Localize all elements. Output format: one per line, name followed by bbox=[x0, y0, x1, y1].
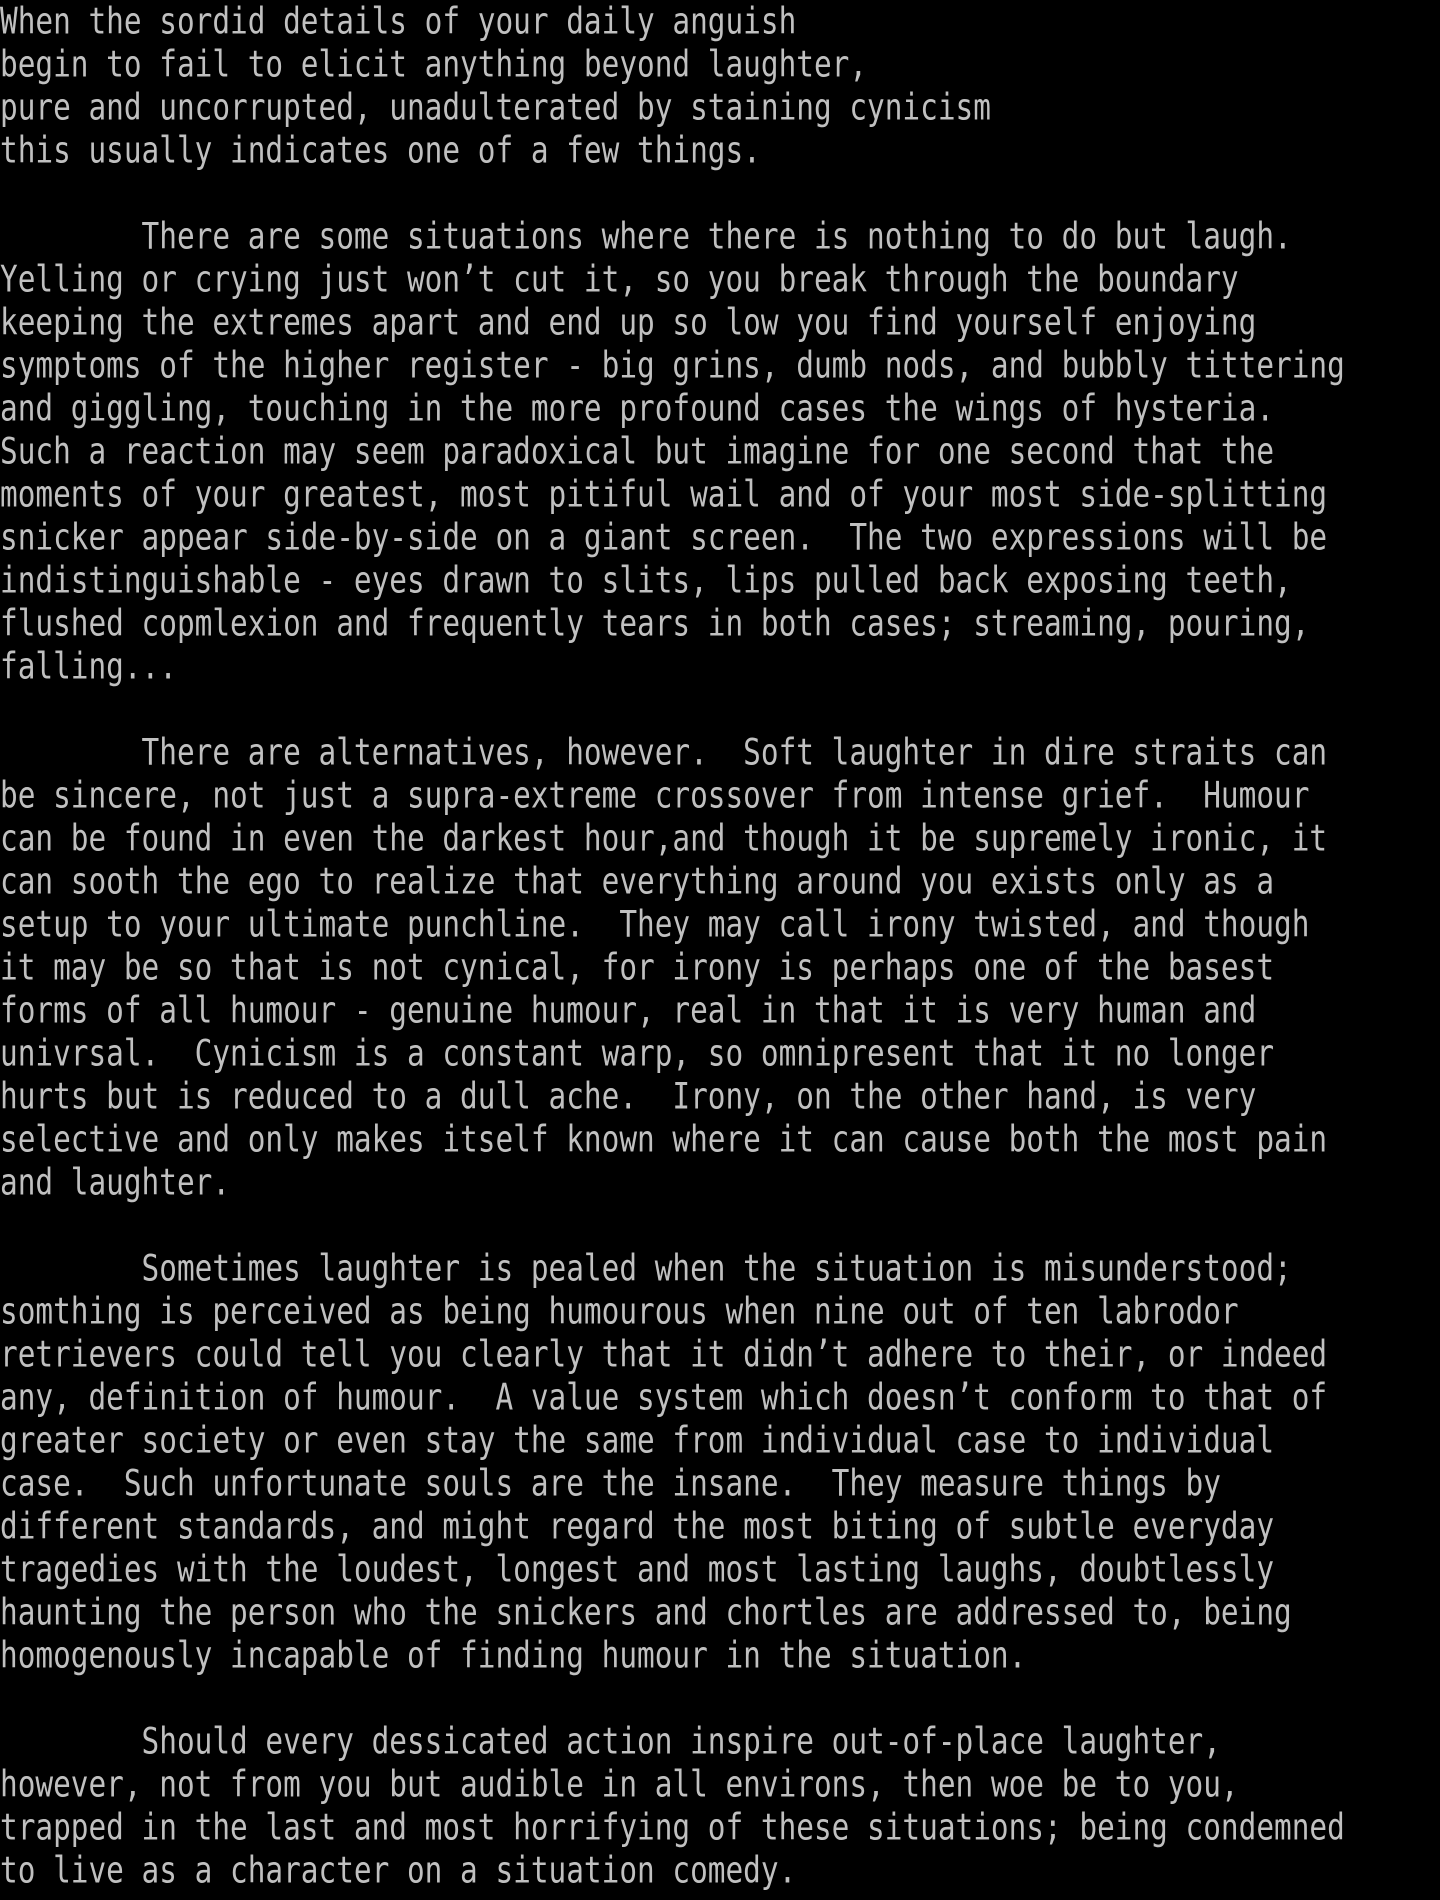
text-line-36: different standards, and might regard the most biting of subtle everyday bbox=[0, 1504, 1275, 1548]
text-line-31: somthing is perceived as being humourous when nine out of ten labrodor bbox=[0, 1289, 1239, 1333]
text-line-42: however, not from you but audible in all environs, then woe be to you, bbox=[0, 1762, 1239, 1806]
text-line-21: can sooth the ego to realize that everything around you exists only as a bbox=[0, 859, 1275, 903]
text-line-41: Should every dessicated action inspire out-of-place laughter, bbox=[0, 1719, 1221, 1763]
text-line-25: univrsal. Cynicism is a constant warp, so omnipresent that it no longer bbox=[0, 1031, 1275, 1075]
text-line-35: case. Such unfortunate souls are the insane. They measure things by bbox=[0, 1461, 1221, 1505]
text-line-23: it may be so that is not cynical, for irony is perhaps one of the basest bbox=[0, 945, 1275, 989]
text-line-27: selective and only makes itself known where it can cause both the most pain bbox=[0, 1117, 1328, 1161]
text-line-7: Yelling or crying just won’t cut it, so you break through the boundary bbox=[0, 257, 1239, 301]
text-line-30: Sometimes laughter is pealed when the situation is misunderstood; bbox=[0, 1246, 1292, 1290]
text-line-3: pure and uncorrupted, unadulterated by staining cynicism bbox=[0, 85, 991, 129]
text-line-38: haunting the person who the snickers and chortles are addressed to, being bbox=[0, 1590, 1292, 1634]
text-line-22: setup to your ultimate punchline. They may call irony twisted, and though bbox=[0, 902, 1310, 946]
text-line-44: to live as a character on a situation comedy. bbox=[0, 1848, 797, 1892]
text-line-10: and giggling, touching in the more profound cases the wings of hysteria. bbox=[0, 386, 1275, 430]
text-line-33: any, definition of humour. A value system which doesn’t conform to that of bbox=[0, 1375, 1328, 1419]
text-line-1: When the sordid details of your daily anguish bbox=[0, 0, 797, 43]
text-line-15: flushed copmlexion and frequently tears in both cases; streaming, pouring, bbox=[0, 601, 1310, 645]
text-line-18: There are alternatives, however. Soft laughter in dire straits can bbox=[0, 730, 1328, 774]
text-line-2: begin to fail to elicit anything beyond laughter, bbox=[0, 42, 868, 86]
text-line-11: Such a reaction may seem paradoxical but imagine for one second that the bbox=[0, 429, 1275, 473]
text-line-8: keeping the extremes apart and end up so low you find yourself enjoying bbox=[0, 300, 1257, 344]
text-line-24: forms of all humour - genuine humour, real in that it is very human and bbox=[0, 988, 1257, 1032]
text-line-4: this usually indicates one of a few things. bbox=[0, 128, 761, 172]
text-line-28: and laughter. bbox=[0, 1160, 231, 1204]
text-line-39: homogenously incapable of finding humour in the situation. bbox=[0, 1633, 1027, 1677]
text-line-19: be sincere, not just a supra-extreme crossover from intense grief. Humour bbox=[0, 773, 1310, 817]
text-line-16: falling... bbox=[0, 644, 177, 688]
text-line-6: There are some situations where there is nothing to do but laugh. bbox=[0, 214, 1292, 258]
text-line-37: tragedies with the loudest, longest and most lasting laughs, doubtlessly bbox=[0, 1547, 1275, 1591]
text-line-12: moments of your greatest, most pitiful wail and of your most side-splitting bbox=[0, 472, 1328, 516]
text-line-20: can be found in even the darkest hour,and though it be supremely ironic, it bbox=[0, 816, 1328, 860]
text-line-9: symptoms of the higher register - big grins, dumb nods, and bubbly tittering bbox=[0, 343, 1345, 387]
text-line-43: trapped in the last and most horrifying of these situations; being condemned bbox=[0, 1805, 1345, 1849]
text-line-14: indistinguishable - eyes drawn to slits, lips pulled back exposing teeth, bbox=[0, 558, 1292, 602]
text-line-13: snicker appear side-by-side on a giant screen. The two expressions will be bbox=[0, 515, 1328, 559]
text-line-26: hurts but is reduced to a dull ache. Irony, on the other hand, is very bbox=[0, 1074, 1257, 1118]
text-line-34: greater society or even stay the same from individual case to individual bbox=[0, 1418, 1275, 1462]
text-line-32: retrievers could tell you clearly that it didn’t adhere to their, or indeed bbox=[0, 1332, 1328, 1376]
